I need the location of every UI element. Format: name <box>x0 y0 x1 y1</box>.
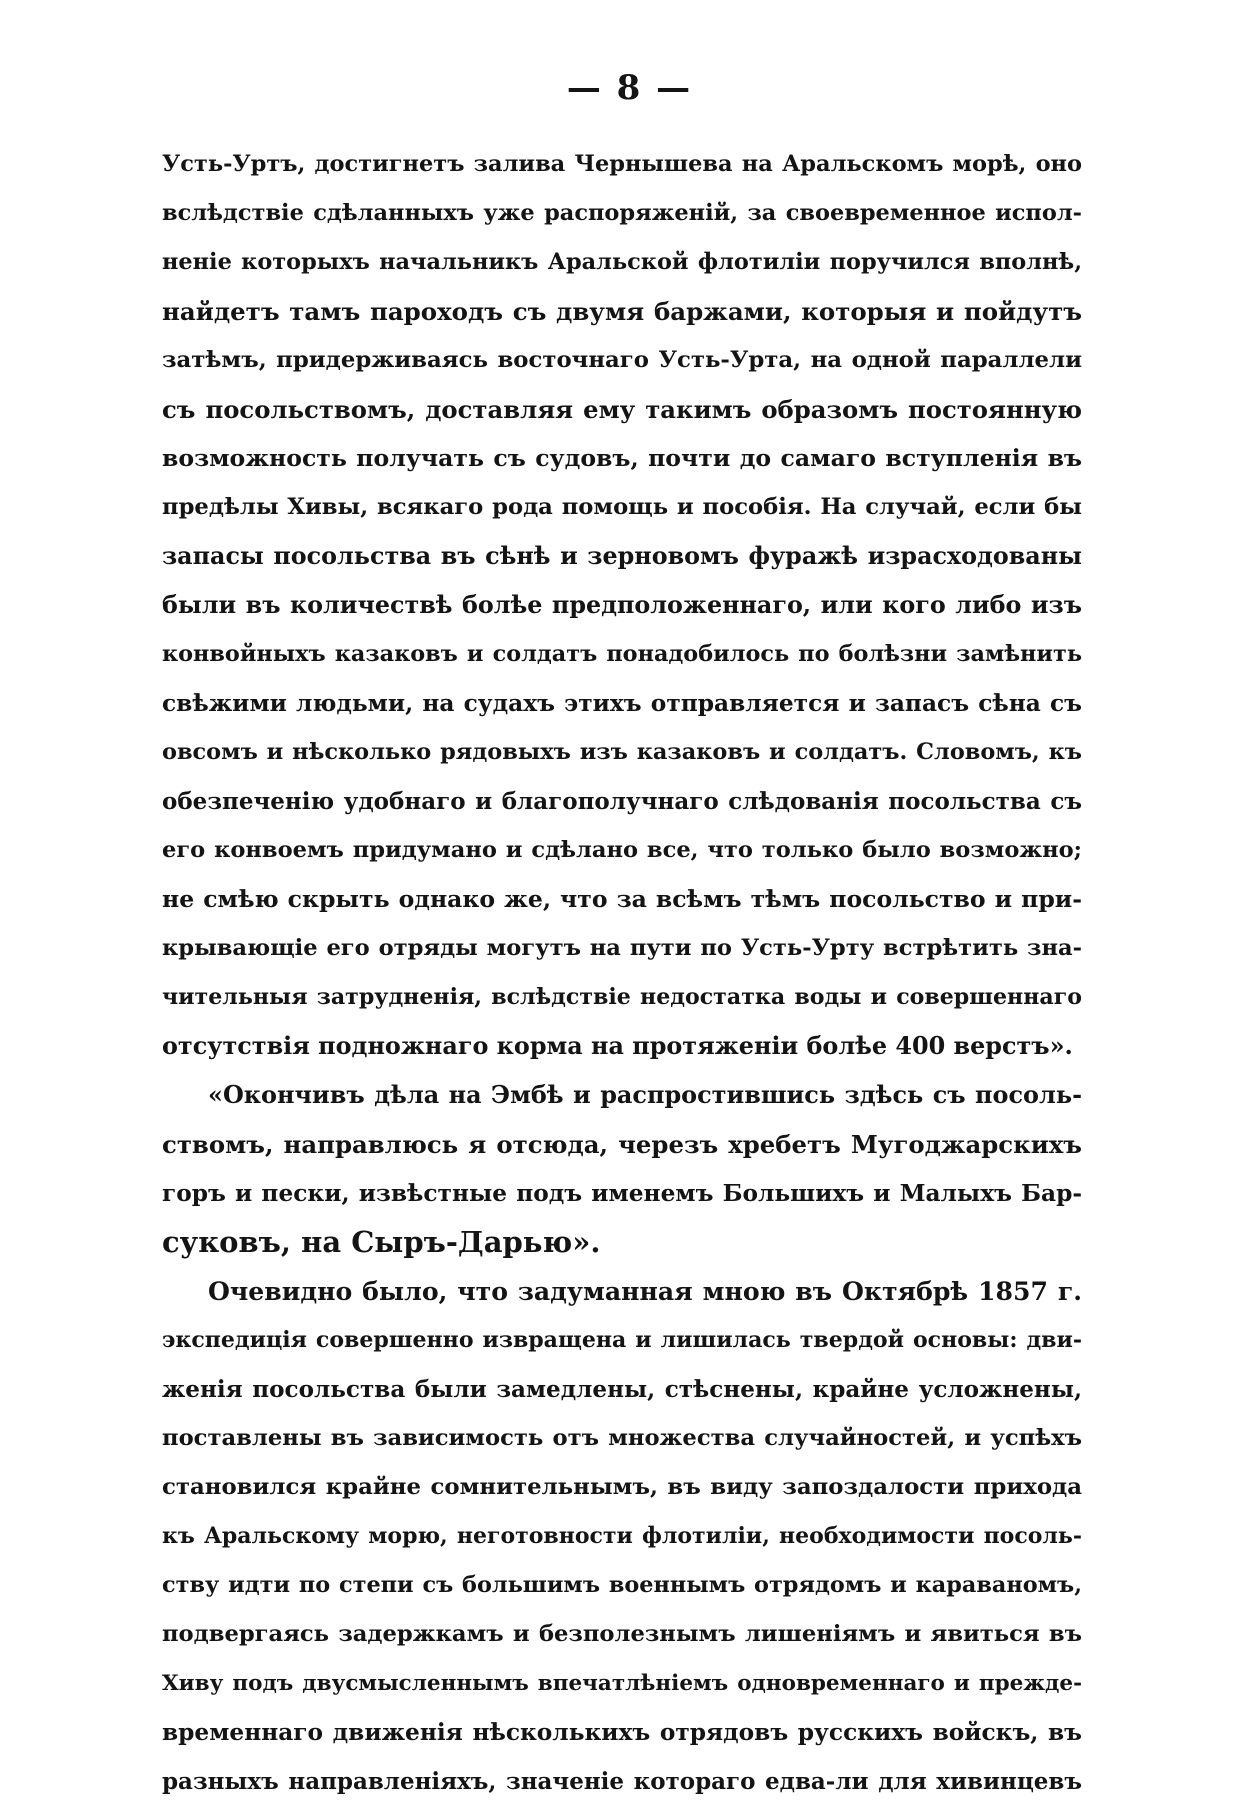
text-line: съ посольствомъ, доставляя ему такимъ образомъ постоянную <box>162 395 1082 424</box>
text-line: суковъ, на Сыръ-Дарью». <box>162 1225 601 1259</box>
page-number: — 8 — <box>566 68 693 108</box>
text-line: Усть-Уртъ, достигнетъ залива Чернышева на Аральскомъ морѣ, оно <box>162 151 1082 177</box>
text-line: къ Аральскому морю, неготовности флотиліи, необходимости посоль- <box>162 1523 1082 1549</box>
text-line: ствомъ, направлюсь я отсюда, черезъ хребетъ Мугоджарскихъ <box>162 1130 1082 1159</box>
text-line: экспедиція совершенно извращена и лишилась твердой основы: дви- <box>162 1327 1082 1353</box>
text-line: овсомъ и нѣсколько рядовыхъ изъ казаковъ и солдатъ. Словомъ, къ <box>162 739 1082 765</box>
text-line: Хиву подъ двусмысленнымъ впечатлѣніемъ одновременнаго и прежде- <box>162 1671 1082 1696</box>
text-line: предѣлы Хивы, всякаго рода помощь и пособія. На случай, если бы <box>162 494 1082 520</box>
text-line: «Окончивъ дѣла на Эмбѣ и распростившись здѣсь съ посоль- <box>208 1081 1082 1109</box>
text-line: горъ и пески, извѣстные подъ именемъ Большихъ и Малыхъ Бар- <box>162 1180 1082 1207</box>
text-line: возможность получать съ судовъ, почти до самаго вступленія въ <box>162 444 1082 472</box>
text-line: запасы посольства въ сѣнѣ и зерновомъ фуражѣ израсходованы <box>162 542 1082 570</box>
text-line: женія посольства были замедлены, стѣснены, крайне усложнены, <box>162 1376 1082 1403</box>
text-line: становился крайне сомнительнымъ, въ виду запоздалости прихода <box>162 1474 1082 1500</box>
text-line: затѣмъ, придерживаясь восточнаго Усть-Урта, на одной параллели <box>162 347 1082 373</box>
text-line: свѣжими людьми, на судахъ этихъ отправляется и запасъ сѣна съ <box>162 690 1082 717</box>
text-line: не смѣю скрыть однако же, что за всѣмъ тѣмъ посольство и при- <box>162 885 1082 913</box>
text-line: его конвоемъ придумано и сдѣлано все, что только было возможно; <box>162 837 1082 863</box>
text-line: Очевидно было, что задуманная мною въ Октябрѣ 1857 г. <box>208 1276 1082 1306</box>
text-line: чительныя затрудненія, вслѣдствіе недостатка воды и совершеннаго <box>162 984 1082 1010</box>
text-line: неніе которыхъ начальникъ Аральской флотиліи поручился вполнѣ, <box>162 249 1082 275</box>
text-line: временнаго движенія нѣсколькихъ отрядовъ русскихъ войскъ, въ <box>162 1719 1082 1746</box>
text-line: поставлены въ зависимость отъ множества случайностей, и успѣхъ <box>162 1425 1082 1451</box>
text-line: крывающіе его отряды могутъ на пути по Усть-Урту встрѣтить зна- <box>162 935 1082 961</box>
text-line: разныхъ направленіяхъ, значеніе котораго едва-ли для хивинцевъ <box>162 1768 1082 1795</box>
text-line: вслѣдствіе сдѣланныхъ уже распоряженій, за своевременное испол- <box>162 200 1082 226</box>
text-line: ству идти по степи съ большимъ военнымъ отрядомъ и караваномъ, <box>162 1572 1082 1598</box>
text-line: отсутствія подножнаго корма на протяженіи болѣе 400 верстъ». <box>162 1032 1073 1060</box>
text-line: были въ количествѣ болѣе предположеннаго, или кого либо изъ <box>162 591 1082 619</box>
text-line: подвергаясь задержкамъ и безполезнымъ лишеніямъ и явиться въ <box>162 1621 1082 1647</box>
body-text <box>162 140 1082 1806</box>
text-line: конвойныхъ казаковъ и солдатъ понадобилось по болѣзни замѣнить <box>162 641 1082 667</box>
text-line: обезпеченію удобнаго и благополучнаго слѣдованія посольства съ <box>162 788 1082 815</box>
text-line: найдетъ тамъ пароходъ съ двумя баржами, которыя и пойдутъ <box>162 297 1082 326</box>
